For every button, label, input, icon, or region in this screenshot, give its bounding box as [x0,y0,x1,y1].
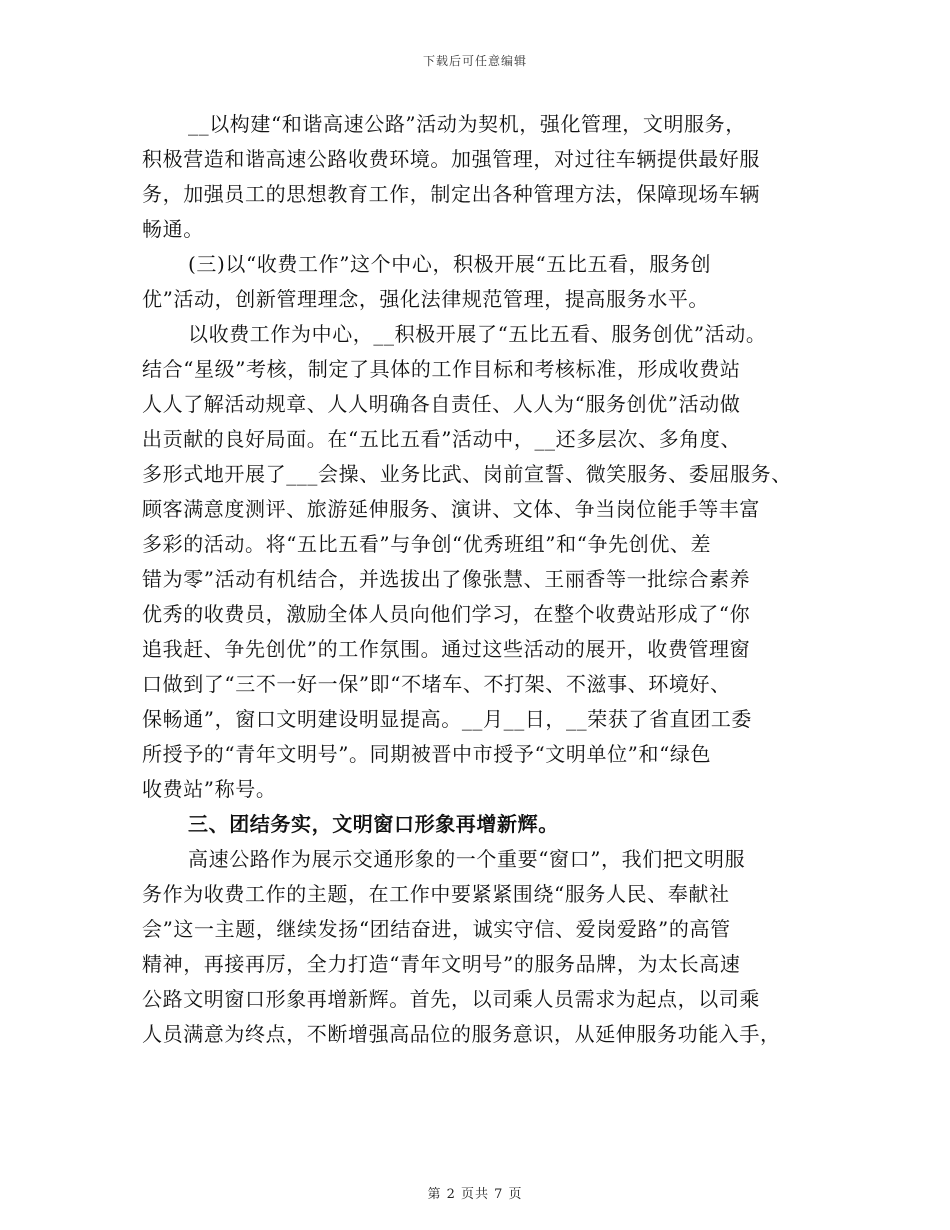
paragraph-line: 务作为收费工作的主题，在工作中要紧紧围绕“服务人民、奉献社 [142,882,730,906]
paragraph-line: 人员满意为终点，不断增强高品位的服务意识，从延伸服务功能入手， [142,1022,781,1046]
paragraph-line: 错为零”活动有机结合，并选拔出了像张慧、王丽香等一批综合素养 [142,567,751,591]
paragraph-line: 收费站”称号。 [142,777,277,801]
paragraph-line: 积极营造和谐高速公路收费环境。加强管理，对过往车辆提供最好服 [142,147,760,171]
paragraph-line: 高速公路作为展示交通形象的一个重要“窗口”，我们把文明服 [188,847,746,871]
paragraph-line: 结合“星级”考核，制定了具体的工作目标和考核标准，形成收费站 [142,357,741,381]
paragraph-line: (三)以“收费工作”这个中心，积极开展“五比五看，服务创 [188,252,712,276]
paragraph-line: 畅通。 [142,217,204,241]
paragraph-line: 顾客满意度测评、旅游延伸服务、演讲、文体、争当岗位能手等丰富 [142,497,760,521]
paragraph-line: 人人了解活动规章、人人明确各自责任、人人为“服务创优”活动做 [142,392,741,416]
paragraph-line: 公路文明窗口形象再增新辉。首先，以司乘人员需求为起点，以司乘 [142,987,760,1011]
paragraph-line: 多形式地开展了___会操、业务比武、岗前宣誓、微笑服务、委屈服务、 [142,462,792,486]
paragraph-line: 以收费工作为中心，__积极开展了“五比五看、服务创优”活动。 [188,322,767,346]
paragraph-line: 务，加强员工的思想教育工作，制定出各种管理方法，保障现场车辆 [142,182,760,206]
paragraph-line: 精神，再接再厉，全力打造“青年文明号”的服务品牌，为太长高速 [142,952,741,976]
paragraph-line: 多彩的活动。将“五比五看”与争创“优秀班组”和“争先创优、差 [142,532,712,556]
paragraph-line: 会”这一主题，继续发扬“团结奋进，诚实守信、爱岗爱路”的高管 [142,917,731,941]
paragraph-line: 保畅通”，窗口文明建设明显提高。__月__日，__荣获了省直团工委 [142,707,753,731]
paragraph-line: 优”活动，创新管理理念，强化法律规范管理，提高服务水平。 [142,287,710,311]
paragraph-line: 所授予的“青年文明号”。同期被晋中市授予“文明单位”和“绿色 [142,742,712,766]
section-heading: 三、团结务实，文明窗口形象再增新辉。 [188,812,559,836]
page-header: 下载后可任意编辑 [422,54,527,68]
page-footer: 第 2 页共 7 页 [427,1187,523,1202]
paragraph-line: 优秀的收费员，激励全体人员向他们学习，在整个收费站形成了“你 [142,602,751,626]
paragraph-line: 口做到了“三不一好一保”即“不堵车、不打架、不滋事、环境好、 [142,672,731,696]
paragraph-line: 追我赶、争先创优”的工作氛围。通过这些活动的展开，收费管理窗 [142,637,751,661]
paragraph-line: __以构建“和谐高速公路”活动为契机，强化管理，文明服务， [188,112,746,136]
paragraph-line: 出贡献的良好局面。在“五比五看”活动中，__还多层次、多角度、 [142,427,742,451]
